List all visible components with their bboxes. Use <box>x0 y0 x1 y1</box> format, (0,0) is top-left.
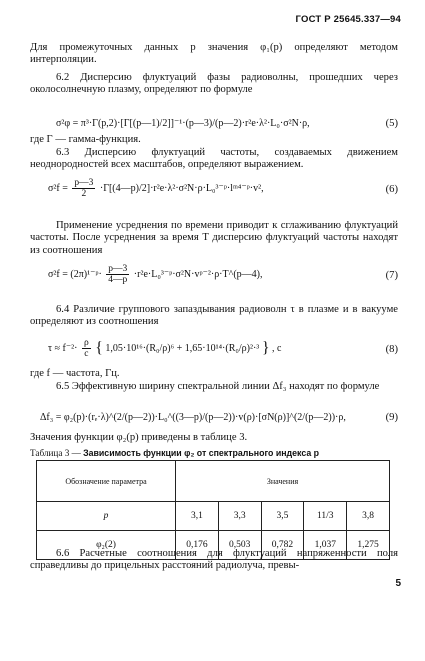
formula-9-expression: Δf₃ = φ₂(p)·(rₑ·λ)^(2/(p—2))·L₀^((3—p)/(p—2))·v(ρ)·[σN(ρ)]^(2/(p—2))·ρ, <box>40 412 346 423</box>
formula-8-numerator: ρ <box>83 338 89 348</box>
formula-7-rhs: ·r²e·L₀³⁻ᵖ·σ²N·vᵖ⁻²·ρ·T^(p—4), <box>133 268 263 280</box>
formula-9-number: (9) <box>385 412 398 423</box>
paragraph-frequency-note: где f — частота, Гц. <box>30 368 120 379</box>
table-cell: 0,782 <box>261 531 304 560</box>
table-caption-prefix: Таблица 3 — <box>30 448 81 458</box>
paragraph-6-2: 6.2 Дисперсию флуктуаций фазы радиоволны, прошедших через околосолнечную плазму, определяют по формуле <box>30 72 398 96</box>
formula-9 <box>30 412 398 432</box>
formula-7-numerator: p—3 <box>108 264 128 274</box>
paragraph-6-6: 6.6 Расчетные соотношения для флуктуаций напряженности поля справедливы до прицельных расстояний радиолуча, превы- <box>30 548 398 572</box>
table-cell: 0,176 <box>176 531 219 560</box>
paragraph-6-4: 6.4 Различие группового запаздывания радиоволн τ в плазме и в вакууме определяют из соотношения <box>30 304 398 328</box>
paragraph-gamma-note: где Г — гамма-функция. <box>30 134 141 145</box>
formula-6 <box>30 178 398 204</box>
formula-7-fraction <box>106 264 129 285</box>
values-table <box>36 460 390 560</box>
formula-6-fraction <box>72 178 95 199</box>
table-cell: 0,503 <box>218 531 261 560</box>
formula-7 <box>30 264 398 290</box>
formula-8-left-brace: { <box>95 339 103 357</box>
formula-8-expression <box>48 338 281 359</box>
table-header-row <box>37 461 390 502</box>
table-cell: 3,1 <box>176 502 219 531</box>
formula-5-expression: σ²φ = π³·Г(p,2)·[Г[(p—1)/2]]⁻¹·(p—3)/(p—2)·r²e·λ²·L₀·σ²N·ρ, <box>56 118 310 129</box>
formula-6-number: (6) <box>385 184 398 195</box>
formula-8-number: (8) <box>385 344 398 355</box>
paragraph-interpolation: Для промежуточных данных p значения φ₁(p) определяют методом интерполяции. <box>30 42 398 66</box>
formula-6-rhs: ·Г[(4—p)/2]·r²e·λ²·σ²N·ρ·L₀³⁻ᵖ·lᵐ⁴⁻ᵖ·v², <box>99 182 264 194</box>
formula-8-lhs: τ ≈ f⁻²· <box>48 342 78 354</box>
table-caption <box>30 448 410 458</box>
formula-8-denominator: c <box>84 349 89 359</box>
table-cell: 11/3 <box>304 502 347 531</box>
table-cell: 3,5 <box>261 502 304 531</box>
page-number: 5 <box>395 578 401 589</box>
document-header: ГОСТ Р 25645.337—94 <box>295 14 401 25</box>
paragraph-6-5: 6.5 Эффективную ширину спектральной линии Δf₃ находят по формуле <box>56 381 380 392</box>
table-cell: 3,3 <box>218 502 261 531</box>
table-cell: 3,8 <box>347 502 390 531</box>
table-header-param: Обозначение параметра <box>37 461 176 502</box>
formula-5-number: (5) <box>385 118 398 129</box>
formula-8-unit: , с <box>272 342 282 354</box>
formula-7-expression <box>48 264 262 285</box>
formula-7-number: (7) <box>385 270 398 281</box>
formula-7-lhs: σ²f = (2π)¹⁻ᵖ· <box>48 268 102 280</box>
table-row <box>37 502 390 531</box>
formula-8-fraction <box>82 338 91 359</box>
formula-7-denominator: 4—p <box>108 275 128 285</box>
formula-6-expression <box>48 178 264 199</box>
paragraph-6-3: 6.3 Дисперсию флуктуаций частоты, создаваемых движением неоднородностей всех масштабов, определяют выражением. <box>30 147 398 171</box>
formula-8-right-brace: } <box>261 339 270 357</box>
formula-6-lhs: σ²f = <box>48 182 68 194</box>
formula-8-body: 1,05·10¹⁶·(R₀/ρ)⁶ + 1,65·10¹⁴·(R₀/ρ)²·³ <box>105 342 260 354</box>
formula-6-numerator: p—3 <box>74 178 94 188</box>
table-caption-title: Зависимость функции φ₂ от спектрального индекса p <box>83 448 320 458</box>
table-cell: 1,275 <box>347 531 390 560</box>
table-row-label: p <box>37 502 176 531</box>
formula-6-denominator: 2 <box>81 189 87 199</box>
table-row-label: φ₂(2) <box>37 531 176 560</box>
paragraph-averaging: Применение усреднения по времени приводит к сглаживанию флуктуаций частоты. После усреднения за время T дисперсию флуктуаций частоты находят из соотношения <box>30 220 398 256</box>
formula-8 <box>30 334 398 364</box>
paragraph-table-ref: Значения функции φ₂(p) приведены в таблице 3. <box>30 432 248 443</box>
table-cell: 1,037 <box>304 531 347 560</box>
table-header-values: Значения <box>176 461 390 502</box>
